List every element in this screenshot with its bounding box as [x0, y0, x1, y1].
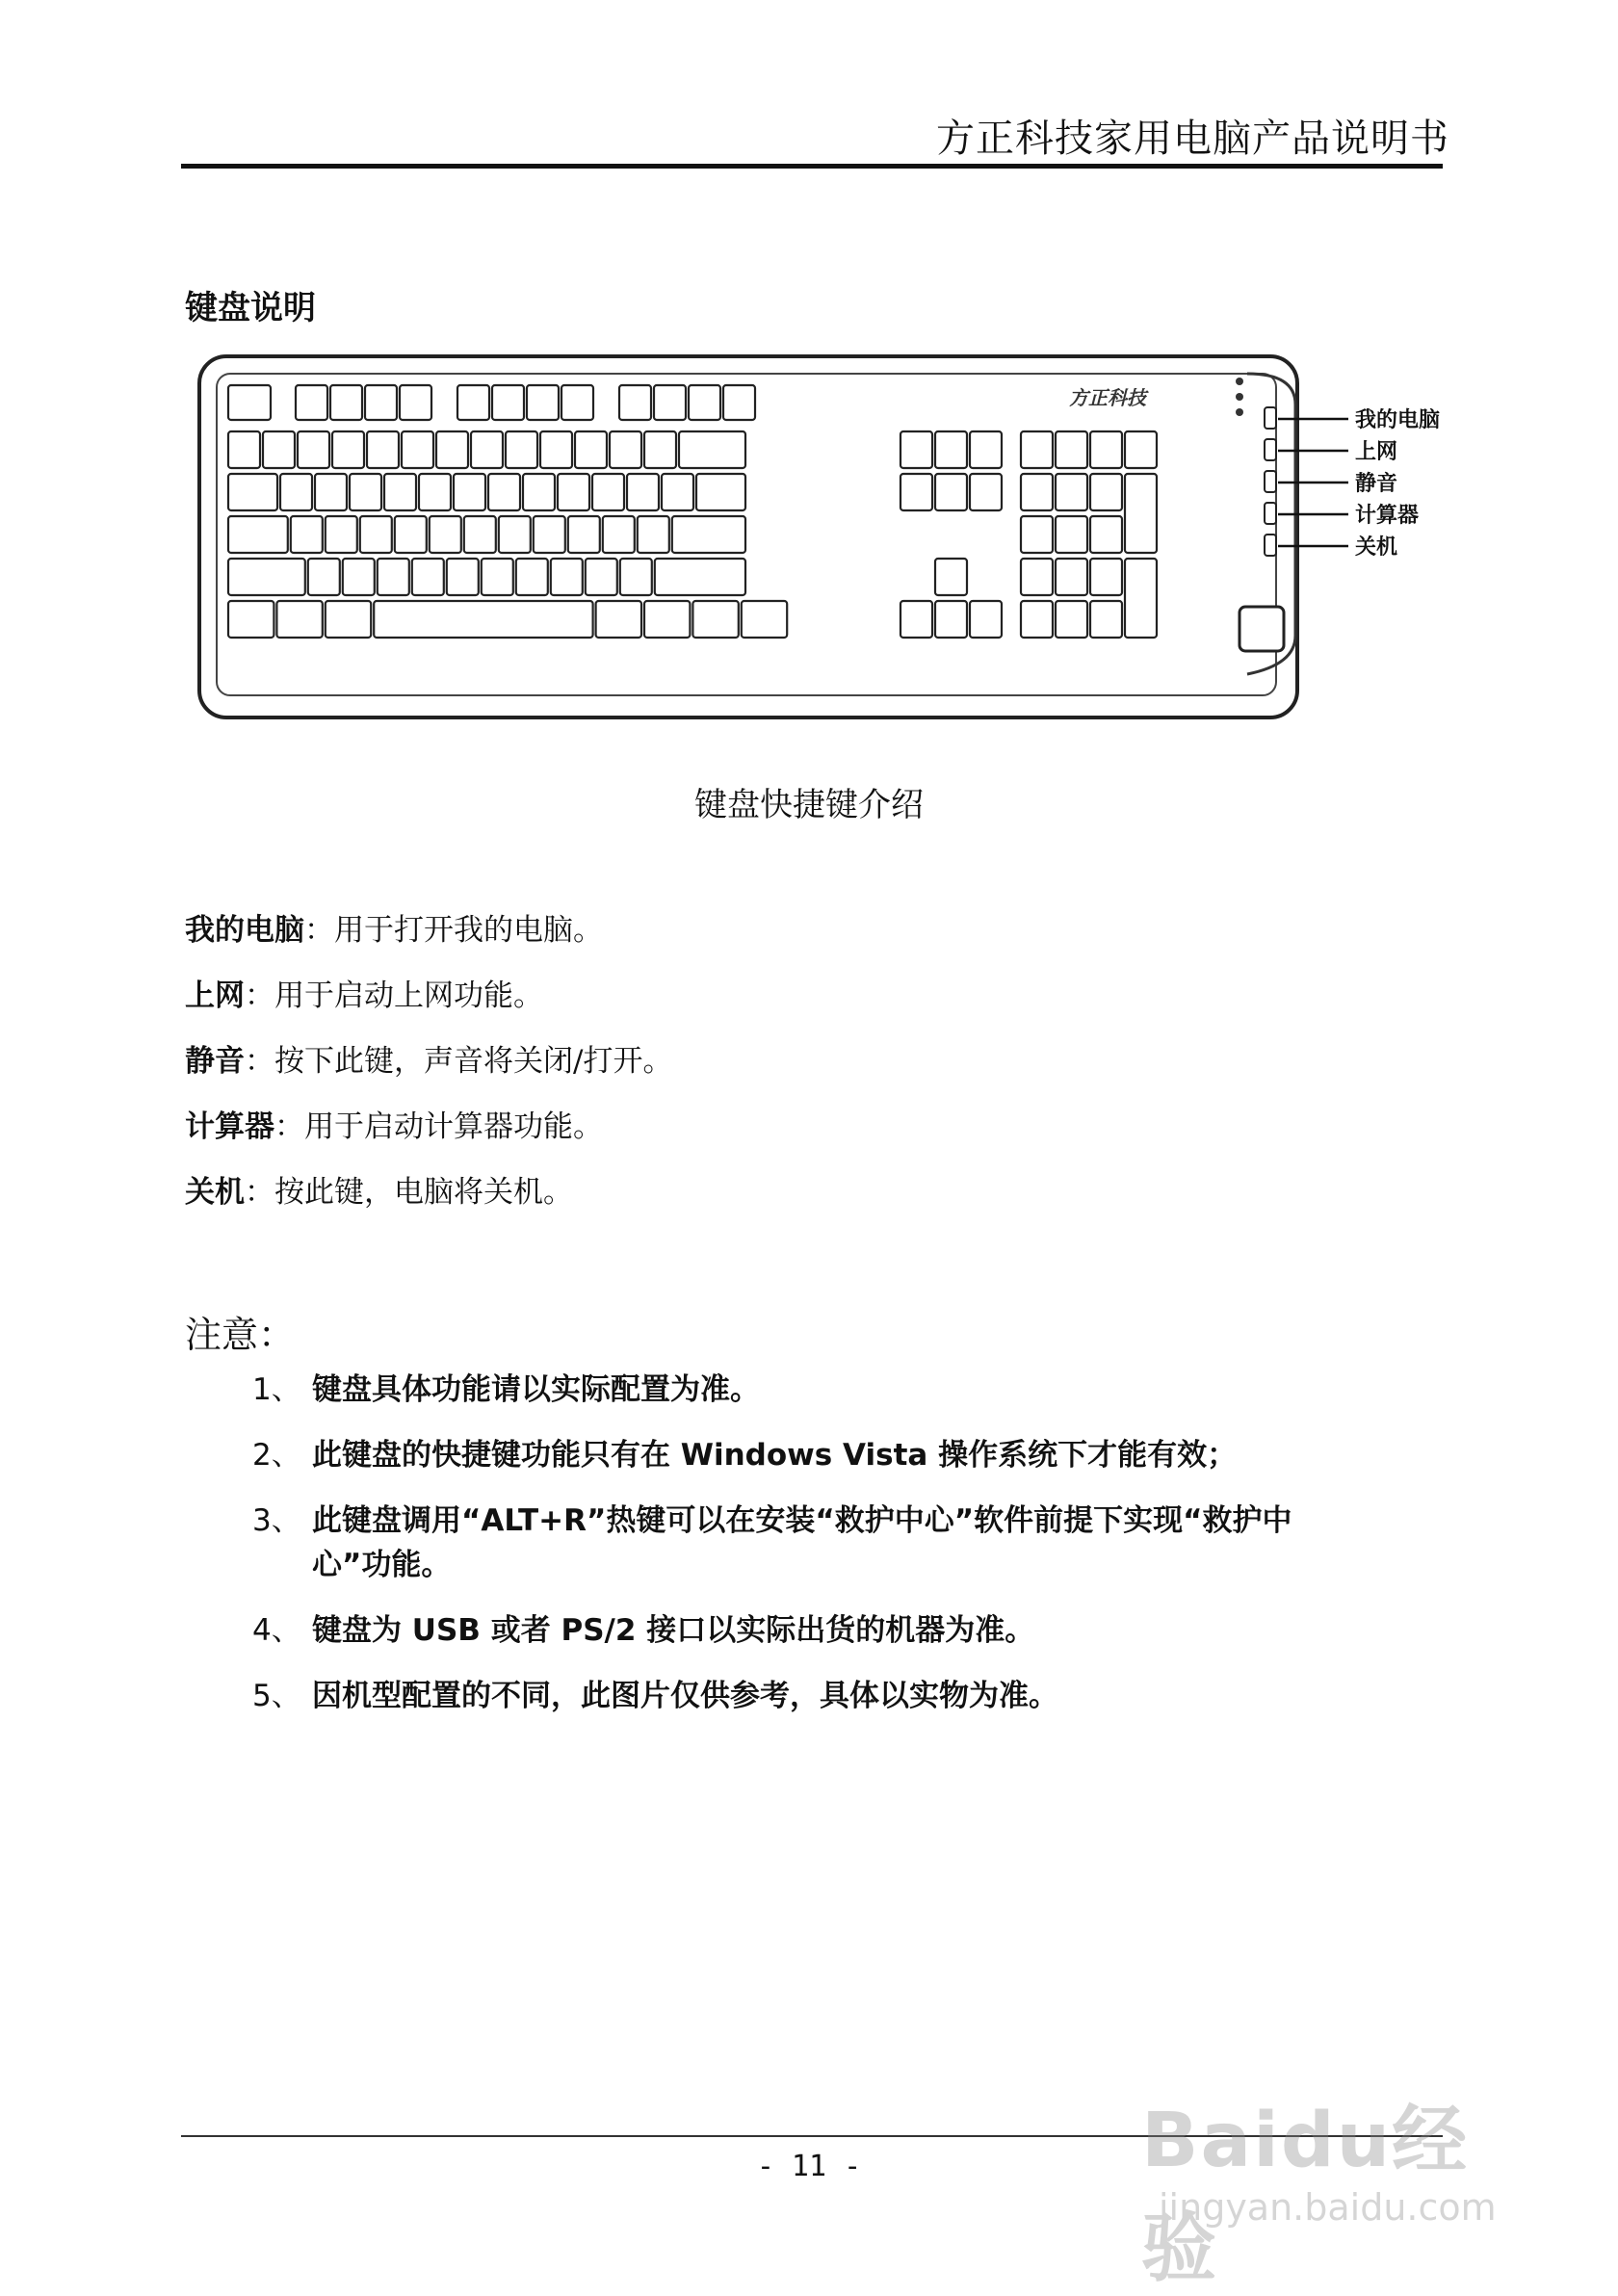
keyboard-figure: [188, 347, 1469, 727]
keyboard-key: [586, 559, 617, 595]
keyboard-key: [228, 474, 277, 510]
description-text: ：用于启动计算器功能。: [274, 1109, 603, 1144]
description-text: ：用于打开我的电脑。: [304, 913, 603, 948]
note-item: [252, 1674, 1408, 1718]
note-text: 此键盘调用“ALT+R”热键可以在安装“救护中心”软件前提下实现“救护中: [312, 1503, 1292, 1538]
note-text: 此键盘的快捷键功能只有在 Windows Vista 操作系统下才能有效；: [312, 1438, 1238, 1473]
keyboard-key: [419, 474, 451, 510]
keyboard-key: [610, 431, 641, 468]
keyboard-key: [296, 385, 327, 420]
description-line: [185, 1102, 603, 1145]
keyboard-key: [696, 474, 745, 510]
keyboard-key: [516, 559, 548, 595]
keyboard-key: [1056, 516, 1087, 553]
keyboard-key: [575, 431, 607, 468]
keyboard-key: [558, 474, 589, 510]
description-line: [185, 1036, 672, 1080]
keyboard-key: [568, 516, 600, 553]
keyboard-key: [540, 431, 572, 468]
note-number: 3、: [252, 1503, 301, 1538]
keyboard-key: [447, 559, 479, 595]
keyboard-key: [276, 601, 322, 638]
keyboard-key: [561, 385, 593, 420]
hotkey-button: [1265, 407, 1276, 429]
brand-logo: 方正科技: [1069, 386, 1146, 409]
note-number: 4、: [252, 1613, 301, 1648]
keyboard-key: [1056, 431, 1087, 468]
description-term: 我的电脑: [185, 913, 304, 948]
keyboard-key: [644, 431, 676, 468]
indicator-light: [1236, 408, 1243, 416]
keyboard-key: [627, 474, 659, 510]
keyboard-key: [935, 559, 967, 595]
keyboard-key: [402, 431, 433, 468]
keyboard-key: [935, 474, 967, 510]
note-text: 键盘具体功能请以实际配置为准。: [312, 1372, 760, 1407]
note-number: 1、: [252, 1372, 301, 1407]
note-item: [252, 1433, 1408, 1477]
watermark-brand: Baidu经验: [1141, 2098, 1470, 2292]
keyboard-key: [900, 474, 932, 510]
watermark: [1141, 2042, 1536, 2292]
keyboard-key: [499, 516, 531, 553]
callout-label: 上网: [1355, 440, 1398, 464]
keyboard-key: [689, 385, 720, 420]
description-term: 计算器: [185, 1109, 274, 1144]
keyboard-key: [1125, 431, 1157, 468]
keyboard-key: [395, 516, 427, 553]
keyboard-key: [400, 385, 431, 420]
description-text: ：按下此键，声音将关闭/打开。: [245, 1044, 673, 1079]
page-number: - 11 -: [756, 2150, 862, 2183]
hotkey-button: [1265, 471, 1276, 492]
keyboard-key: [935, 601, 967, 638]
keyboard-key: [1090, 601, 1122, 638]
keyboard-key: [457, 385, 489, 420]
keyboard-key: [638, 516, 669, 553]
keyboard-key: [935, 431, 967, 468]
header-title: 方正科技家用电脑产品说明书: [936, 117, 1449, 161]
note-item: [252, 1368, 1408, 1412]
keyboard-key: [280, 474, 312, 510]
keyboard-key: [326, 516, 357, 553]
keyboard-key: [1021, 601, 1053, 638]
keyboard-key: [228, 601, 274, 638]
hotkey-button: [1265, 503, 1276, 524]
keyboard-key: [298, 431, 329, 468]
keyboard-key: [1125, 559, 1157, 638]
keyboard-key: [655, 559, 745, 595]
keyboard-key: [430, 516, 461, 553]
keyboard-key: [506, 431, 537, 468]
keyboard-key: [644, 601, 690, 638]
callout-label: 计算器: [1355, 504, 1420, 528]
keyboard-key: [360, 516, 392, 553]
keyboard-key: [464, 516, 496, 553]
keyboard-key: [367, 431, 399, 468]
keyboard-key: [620, 559, 652, 595]
keyboard-key: [1021, 474, 1053, 510]
note-item: [252, 1499, 1408, 1587]
keyboard-key: [1056, 474, 1087, 510]
keyboard-key: [492, 385, 524, 420]
keyboard-key: [900, 431, 932, 468]
keyboard-key: [900, 601, 932, 638]
keyboard-key: [378, 559, 409, 595]
description-term: 上网: [185, 978, 245, 1013]
keyboard-key: [1021, 431, 1053, 468]
keyboard-key: [619, 385, 651, 420]
keyboard-key: [374, 601, 592, 638]
keyboard-key: [1056, 559, 1087, 595]
keyboard-key: [527, 385, 559, 420]
keyboard-key: [970, 601, 1002, 638]
keyboard-key: [436, 431, 468, 468]
keyboard-key: [1090, 516, 1122, 553]
keyboard-key: [970, 431, 1002, 468]
keyboard-key: [308, 559, 340, 595]
keyboard-key: [692, 601, 738, 638]
keyboard-key: [970, 474, 1002, 510]
keyboard-key: [326, 601, 371, 638]
keyboard-key: [723, 385, 755, 420]
header-rule: [181, 164, 1443, 169]
hotkey-button: [1265, 535, 1276, 556]
description-term: 静音: [185, 1044, 245, 1079]
note-text: 键盘为 USB 或者 PS/2 接口以实际出货的机器为准。: [312, 1613, 1035, 1648]
keyboard-key: [228, 385, 271, 420]
note-number: 2、: [252, 1438, 301, 1473]
keyboard-key: [488, 474, 520, 510]
keyboard-key: [343, 559, 375, 595]
hotkey-button: [1265, 439, 1276, 460]
keyboard-key: [551, 559, 583, 595]
keyboard-key: [603, 516, 635, 553]
callout-label: 关机: [1355, 535, 1398, 560]
description-text: ：用于启动上网功能。: [245, 978, 543, 1013]
keyboard-key: [350, 474, 381, 510]
keyboard-key: [412, 559, 444, 595]
keyboard-illustration: [188, 347, 1469, 727]
keyboard-key: [1090, 431, 1122, 468]
notes-title: 注意：: [185, 1314, 296, 1356]
keyboard-key: [471, 431, 503, 468]
note-text-continued: 心”功能。: [312, 1548, 452, 1582]
keyboard-key: [332, 431, 364, 468]
callout-label: 静音: [1355, 472, 1398, 496]
keyboard-key: [315, 474, 347, 510]
keyboard-key: [263, 431, 295, 468]
keyboard-key: [742, 601, 787, 638]
keyboard-key: [523, 474, 555, 510]
figure-caption: 键盘快捷键介绍: [694, 786, 924, 824]
keyboard-key: [596, 601, 641, 638]
power-key: [1240, 607, 1284, 651]
description-text: ：按此键，电脑将关机。: [245, 1175, 573, 1210]
note-item: [252, 1608, 1408, 1653]
keyboard-key: [1125, 474, 1157, 553]
keyboard-key: [534, 516, 565, 553]
keyboard-key: [1090, 474, 1122, 510]
keyboard-key: [1090, 559, 1122, 595]
keyboard-key: [1056, 601, 1087, 638]
keyboard-key: [654, 385, 686, 420]
section-title: 键盘说明: [185, 289, 316, 327]
keyboard-key: [384, 474, 416, 510]
description-line: [185, 971, 543, 1014]
indicator-light: [1236, 393, 1243, 401]
keyboard-key: [228, 559, 305, 595]
keyboard-key: [228, 431, 260, 468]
keyboard-key: [672, 516, 745, 553]
keyboard-key: [365, 385, 397, 420]
keyboard-key: [662, 474, 693, 510]
keyboard-key: [1021, 559, 1053, 595]
note-number: 5、: [252, 1679, 301, 1713]
keyboard-key: [330, 385, 362, 420]
note-text: 因机型配置的不同，此图片仅供参考，具体以实物为准。: [312, 1679, 1058, 1713]
keyboard-key: [592, 474, 624, 510]
callout-label: 我的电脑: [1355, 408, 1441, 432]
description-term: 关机: [185, 1175, 245, 1210]
keyboard-key: [482, 559, 513, 595]
description-line: [185, 1167, 573, 1211]
keyboard-key: [1021, 516, 1053, 553]
keyboard-key: [679, 431, 745, 468]
keyboard-key: [454, 474, 485, 510]
keyboard-key: [228, 516, 288, 553]
description-line: [185, 905, 603, 949]
indicator-light: [1236, 378, 1243, 385]
keyboard-key: [291, 516, 323, 553]
watermark-url: jingyan.baidu.com: [1159, 2186, 1497, 2229]
